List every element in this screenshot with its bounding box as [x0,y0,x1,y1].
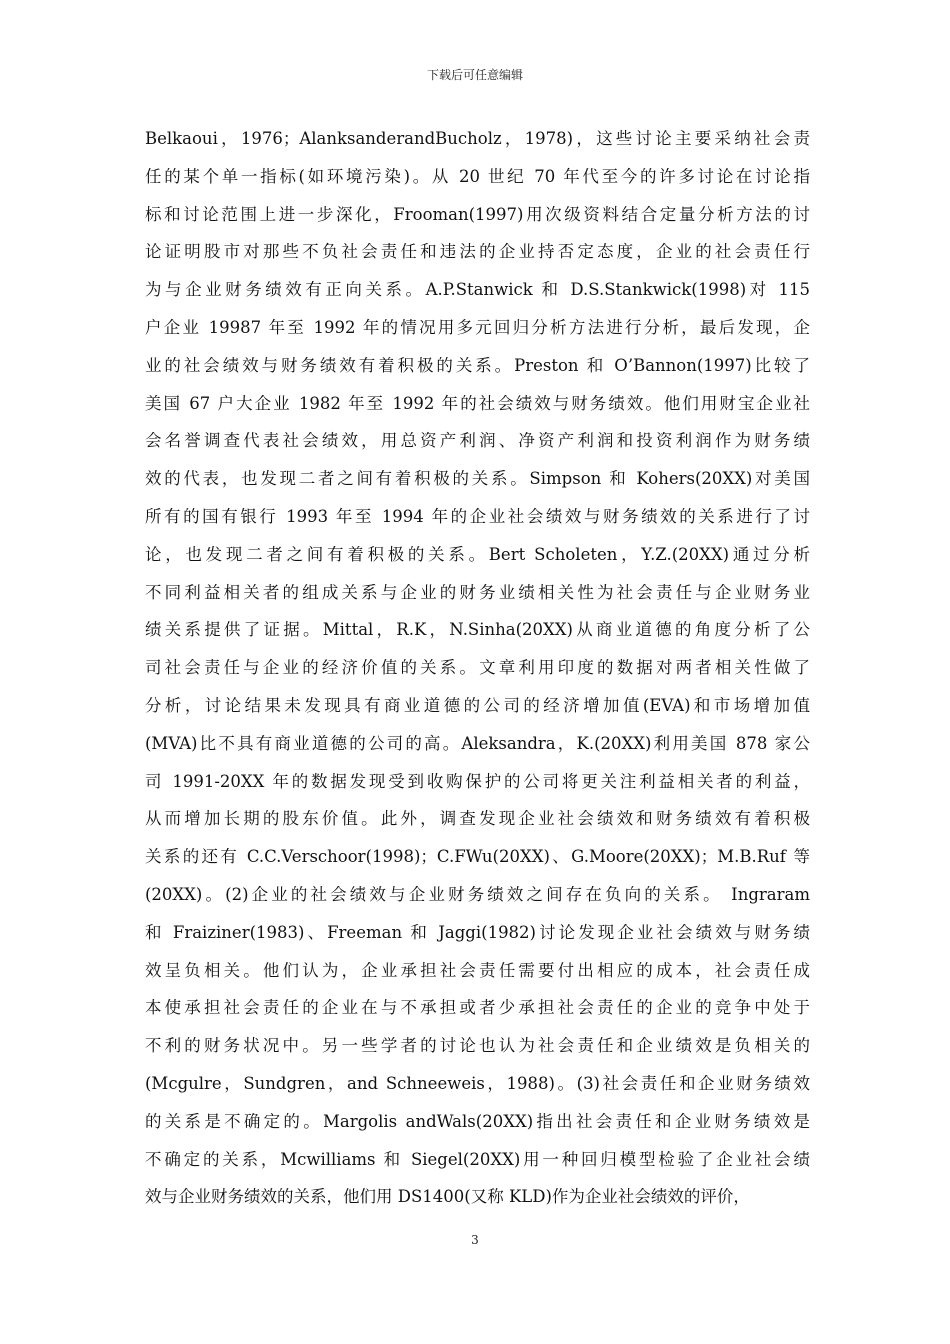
text-line: 标和讨论范围上进一步深化，Frooman(1997)用次级资料结合定量分析方法的讨 [145,204,810,224]
text-line: 不同利益相关者的组成关系与企业的财务业绩相关性为社会责任与企业财务业 [145,582,810,602]
text-line: 从而增加长期的股东价值。此外，调查发现企业社会绩效和财务绩效有着积极 [145,809,810,829]
text-line: 分析，讨论结果未发现具有商业道德的公司的经济增加值(EVA)和市场增加值 [145,695,810,715]
text-line: Belkaoui，1976；AlanksanderandBucholz，1978)，这些讨论主要采纳社会责 [145,129,810,148]
text-line: 美国 67 户大企业 1982 年至 1992 年的社会绩效与财务绩效。他们用财宝企业社 [145,393,810,413]
text-line: 户企业 19987 年至 1992 年的情况用多元回归分析方法进行分析，最后发现，企 [145,317,810,337]
text-line: 会名誉调查代表社会绩效，用总资产利润、净资产利润和投资利润作为财务绩 [145,431,810,451]
text-line: 司 1991-20XX 年的数据发现受到收购保护的公司将更关注利益相关者的利益， [145,771,810,791]
text-line: 任的某个单一指标(如环境污染)。从 20 世纪 70 年代至今的许多讨论在讨论指 [145,166,810,186]
text-line: 所有的国有银行 1993 年至 1994 年的企业社会绩效与财务绩效的关系进行了讨 [145,506,810,526]
text-line: (MVA)比不具有商业道德的公司的高。Aleksandra，K.(20XX)利用美国 878 家公 [145,733,810,753]
text-line: (Mcgulre，Sundgren，and Schneeweis，1988)。(3)社会责任和企业财务绩效 [145,1073,810,1093]
text-line: 绩关系提供了证据。Mittal，R.K，N.Sinha(20XX)从商业道德的角度分析了公 [145,620,810,640]
text-line: 不确定的关系，Mcwilliams 和 Siegel(20XX)用一种回归模型检验了企业社会绩 [145,1149,810,1169]
text-line: 业的社会绩效与财务绩效有着积极的关系。Preston 和 O’Bannon(1997)比较了 [145,355,810,375]
text-line: 效与企业财务绩效的关系，他们用 DS1400(又称 KLD)作为企业社会绩效的评价， [145,1187,750,1207]
text-line: 为与企业财务绩效有正向关系。A.P.Stanwick 和 D.S.Stankwick(1998)对 115 [145,280,810,300]
text-line: 论证明股市对那些不负社会责任和违法的企业持否定态度，企业的社会责任行 [145,242,810,262]
text-line: 的关系是不确定的。Margolis andWals(20XX)指出社会责任和企业财务绩效是 [145,1111,810,1131]
text-line: (20XX)。(2)企业的社会绩效与企业财务绩效之间存在负向的关系。 Ingraram [145,884,810,904]
text-line: 不利的财务状况中。另一些学者的讨论也认为社会责任和企业绩效是负相关的 [145,1036,810,1056]
text-line: 和 Fraiziner(1983)、Freeman 和 Jaggi(1982)讨论发现企业社会绩效与财务绩 [145,922,810,942]
page-header: 下载后可任意编辑 [426,68,523,82]
text-line: 效的代表，也发现二者之间有着积极的关系。Simpson 和 Kohers(20XX)对美国 [145,469,810,489]
text-line: 效呈负相关。他们认为，企业承担社会责任需要付出相应的成本，社会责任成 [145,960,810,980]
page-number: 3 [471,1233,479,1247]
text-line: 司社会责任与企业的经济价值的关系。文章利用印度的数据对两者相关性做了 [145,658,810,678]
text-line: 论，也发现二者之间有着积极的关系。Bert Scholeten，Y.Z.(20XX)通过分析 [145,544,810,564]
text-line: 关系的还有 C.C.Verschoor(1998)；C.FWu(20XX)、G.Moore(20XX)；M.B.Ruf 等 [145,847,810,867]
body-text [145,120,810,1216]
text-line: 本使承担社会责任的企业在与不承担或者少承担社会责任的企业的竞争中处于 [145,998,810,1018]
